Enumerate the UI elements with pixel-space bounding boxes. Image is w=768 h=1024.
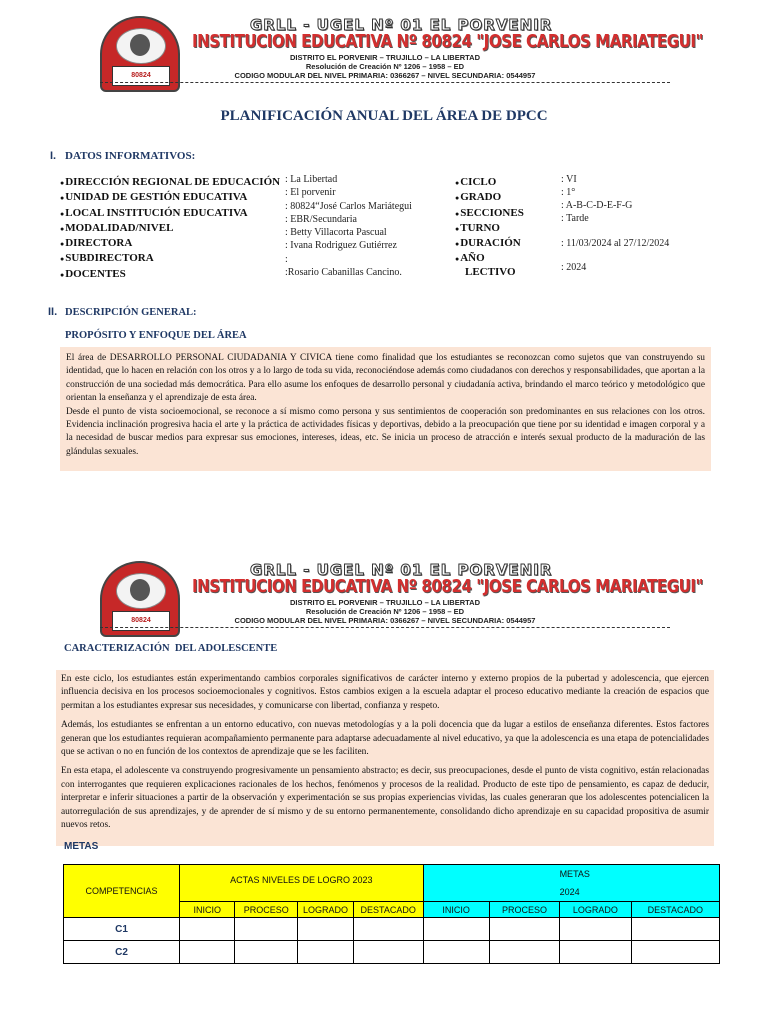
- caracterizacion-paragraph-2: Además, los estudiantes se enfrentan a un entorno educativo, con nuevas metodologías y a la poli docencia que da lugar a estilos de enseñanza diferentes. Estos factores generan que los estudiantes requieran acompañamiento permanente para adaptarse adecuadamente al nivel educativo, ya que la adolescencia es una etapa de potencialidades que se activan o no en función de los contextos de aprendizaje que se les faciliten.: [61, 720, 709, 758]
- school-crest-logo-2: 80824: [100, 561, 180, 637]
- caracterizacion-paragraph-1: En este ciclo, los estudiantes están experimentando cambios corporales significativos de carácter interno y externo propios de la pubertad y adolescencia, que ejercen influencia decisiva en los procesos socioemocionales y cognitivos. Estos cambios exigen a la escuela adaptar el proceso educativo mediante la creación de espacios que permitan a los estudiantes expresar sus necesidades, y comunicarse con libertad, confianza y respeto.: [61, 674, 709, 711]
- bullet-icon: ●: [455, 179, 460, 187]
- info-right-value-3: : Tarde: [561, 213, 589, 224]
- section-title-descripcion: DESCRIPCIÓN GENERAL:: [65, 307, 197, 318]
- metas-table: [63, 864, 720, 964]
- table-cell[interactable]: [235, 941, 298, 964]
- info-value-7: :Rosario Cabanillas Cancino.: [285, 267, 402, 278]
- header-line-ugel: GRLL - UGEL Nº 01 EL PORVENIR: [250, 16, 553, 34]
- info-right-label-0: ●CICLO: [455, 176, 497, 188]
- section-number-2: II.: [48, 306, 58, 318]
- actas-col-destacado: DESTACADO: [353, 902, 423, 918]
- header-divider: [100, 627, 670, 628]
- actas-header: ACTAS NIVELES DE LOGRO 2023: [180, 865, 424, 902]
- bullet-icon: ●: [60, 210, 65, 218]
- info-right-label-4: ●DURACIÓN: [455, 237, 521, 249]
- section-title-datos: DATOS INFORMATIVOS:: [65, 150, 196, 162]
- metas-header-year: 2024: [559, 887, 580, 897]
- metas-col-proceso: PROCESO: [489, 902, 559, 918]
- table-cell[interactable]: [353, 941, 423, 964]
- info-right-value-0: : VI: [561, 174, 577, 185]
- info-value-2: : 80824“José Carlos Mariátegui: [285, 201, 412, 212]
- bullet-icon: ●: [455, 255, 460, 263]
- header-line-institution: INSTITUCION EDUCATIVA Nº 80824 "JOSE CARLOS MARIATEGUI": [192, 31, 703, 52]
- info-right-value-4: : 11/03/2024 al 27/12/2024: [561, 238, 670, 249]
- table-cell[interactable]: [180, 918, 235, 941]
- subtitle-caracterizacion: CARACTERIZACIÓN DEL ADOLESCENTE: [64, 643, 278, 654]
- table-cell[interactable]: [631, 918, 719, 941]
- info-value-4: : Betty Villacorta Pascual: [285, 227, 387, 238]
- bullet-icon: ●: [60, 271, 65, 279]
- info-right-label-1: ●GRADO: [455, 191, 502, 203]
- metas-header: [423, 865, 719, 902]
- school-crest-logo: 80824: [100, 16, 180, 92]
- info-value-6: :: [285, 254, 288, 265]
- bullet-icon: ●: [60, 225, 65, 233]
- info-value-0: : La Libertad: [285, 174, 338, 185]
- competencia-cell: C2: [64, 941, 180, 964]
- competencias-header: COMPETENCIAS: [64, 865, 180, 918]
- caracterizacion-text-box: [56, 670, 714, 846]
- header-line-institution: INSTITUCION EDUCATIVA Nº 80824 "JOSE CARLOS MARIATEGUI": [192, 576, 703, 597]
- institution-header-2: [100, 561, 703, 645]
- bullet-icon: ●: [60, 194, 65, 202]
- table-cell[interactable]: [298, 918, 354, 941]
- bullet-icon: ●: [455, 194, 460, 202]
- header-line-resolution: Resolución de Creación Nº 1206 – 1958 – ED: [305, 607, 465, 616]
- bullet-icon: ●: [60, 240, 65, 248]
- table-cell[interactable]: [353, 918, 423, 941]
- table-cell[interactable]: [489, 918, 559, 941]
- info-label-5: ●SUBDIRECTORA: [60, 252, 154, 264]
- metas-label: METAS: [64, 841, 99, 852]
- page-title: PLANIFICACIÓN ANUAL DEL ÁREA DE DPCC: [220, 108, 548, 124]
- section-number-1: I.: [50, 150, 57, 162]
- info-value-1: : El porvenir: [285, 187, 336, 198]
- header-line-district: DISTRITO EL PORVENIR – TRUJILLO – LA LIBERTAD: [289, 598, 481, 607]
- info-label-0: ●DIRECCIÓN REGIONAL DE EDUCACIÓN: [60, 176, 281, 188]
- metas-col-destacado: DESTACADO: [631, 902, 719, 918]
- subtitle-proposito: PROPÓSITO Y ENFOQUE DEL ÁREA: [65, 330, 247, 341]
- competencia-cell: C1: [64, 918, 180, 941]
- proposito-paragraph-1: El área de DESARROLLO PERSONAL CIUDADANIA Y CIVICA tiene como finalidad que los estudiantes se reconozcan como sujetos que van construyendo su identidad, que lo hacen en relación con los otros y a lo largo de toda su vida, reconociéndose además como ciudadanos con derechos y responsabilidades, que aportan a la construcción de una sociedad más democrática. Para ello asume los enfoques de desarrollo personal y ciudadanía activa, brindando el marco teórico y metodológico que orientan la enseñanza y el aprendizaje de esta área.: [66, 353, 705, 404]
- table-cell[interactable]: [631, 941, 719, 964]
- table-cell[interactable]: [235, 918, 298, 941]
- header-line-resolution: Resolución de Creación Nº 1206 – 1958 – ED: [305, 62, 465, 71]
- table-cell[interactable]: [180, 941, 235, 964]
- info-right-label-2: ●SECCIONES: [455, 207, 524, 219]
- info-label-4: ●DIRECTORA: [60, 237, 133, 249]
- table-cell[interactable]: [489, 941, 559, 964]
- info-label-2: ●LOCAL INSTITUCIÓN EDUCATIVA: [60, 207, 248, 219]
- info-value-3: : EBR/Secundaria: [285, 214, 357, 225]
- bullet-icon: ●: [455, 210, 460, 218]
- info-value-5: : Ivana Rodriguez Gutiérrez: [285, 240, 397, 251]
- info-label-3: ●MODALIDAD/NIVEL: [60, 222, 174, 234]
- metas-col-inicio: INICIO: [423, 902, 489, 918]
- actas-col-logrado: LOGRADO: [298, 902, 354, 918]
- info-right-label-3: ●TURNO: [455, 222, 500, 234]
- table-row: [64, 941, 720, 964]
- metas-header-label: METAS: [559, 869, 590, 879]
- caracterizacion-paragraph-3: En esta etapa, el adolescente va construyendo progresivamente un pensamiento abstracto; es decir, sus preocupaciones, desde el punto de vista cognitivo, están relacionadas con interrogantes que requieren explicaciones racionales de los hechos, fenómenos y procesos de la realidad. Producto de este tipo de pensamiento, es capaz de deducir, interpretar e inferir situaciones a partir de la observación y experimentación se sus propias experiencias vividas, las cuales generaran que los adolescentes potencialicen la autorregulación de sus aprendizajes, y de aprender de sí mismo y de su entorno permanentemente, consolidando dicho aprendizaje en su capacidad propositiva de asumir nuevos retos.: [61, 766, 709, 831]
- bullet-icon: ●: [455, 240, 460, 248]
- table-row: [64, 918, 720, 941]
- table-cell[interactable]: [298, 941, 354, 964]
- actas-col-proceso: PROCESO: [235, 902, 298, 918]
- header-line-district: DISTRITO EL PORVENIR – TRUJILLO – LA LIBERTAD: [289, 53, 481, 62]
- header-line-codes: CODIGO MODULAR DEL NIVEL PRIMARIA: 0366267 – NIVEL SECUNDARIA: 0544957: [234, 616, 536, 625]
- info-right-label-5: ●AÑO: [455, 252, 485, 264]
- table-cell[interactable]: [423, 918, 489, 941]
- info-right-value-6: : 2024: [561, 262, 587, 273]
- bullet-icon: ●: [60, 179, 65, 187]
- bullet-icon: ●: [455, 225, 460, 233]
- institution-header: [100, 16, 703, 100]
- info-right-value-1: : 1°: [561, 187, 576, 198]
- actas-col-inicio: INICIO: [180, 902, 235, 918]
- info-right-label-6: LECTIVO: [465, 266, 516, 278]
- proposito-text-box: [60, 347, 711, 471]
- table-cell[interactable]: [423, 941, 489, 964]
- header-line-ugel: GRLL - UGEL Nº 01 EL PORVENIR: [250, 561, 553, 579]
- header-divider: [100, 82, 670, 83]
- info-right-value-2: : A-B-C-D-E-F-G: [561, 200, 633, 211]
- proposito-paragraph-2: Desde el punto de vista socioemocional, se reconoce a sí mismo como persona y sus sentimientos de cooperación son predominantes en sus relaciones con los otros. Evidencia inclinación progresiva hacia el arte y la práctica de actividades físicas y deportivas, debido a la preocupación que tiene por su identidad e imagen corporal y a la necesidad de buscar medios para expresar sus emociones, intereses, ideas, etc. Se inicia un proceso de atracción e interés sexual producto de la maduración de las glándulas sexuales.: [66, 406, 705, 457]
- bullet-icon: ●: [60, 255, 65, 263]
- info-label-6: ●DOCENTES: [60, 268, 126, 280]
- table-cell[interactable]: [560, 918, 631, 941]
- info-label-1: ●UNIDAD DE GESTIÓN EDUCATIVA: [60, 191, 248, 203]
- metas-col-logrado: LOGRADO: [560, 902, 631, 918]
- table-cell[interactable]: [560, 941, 631, 964]
- header-line-codes: CODIGO MODULAR DEL NIVEL PRIMARIA: 0366267 – NIVEL SECUNDARIA: 0544957: [234, 71, 536, 80]
